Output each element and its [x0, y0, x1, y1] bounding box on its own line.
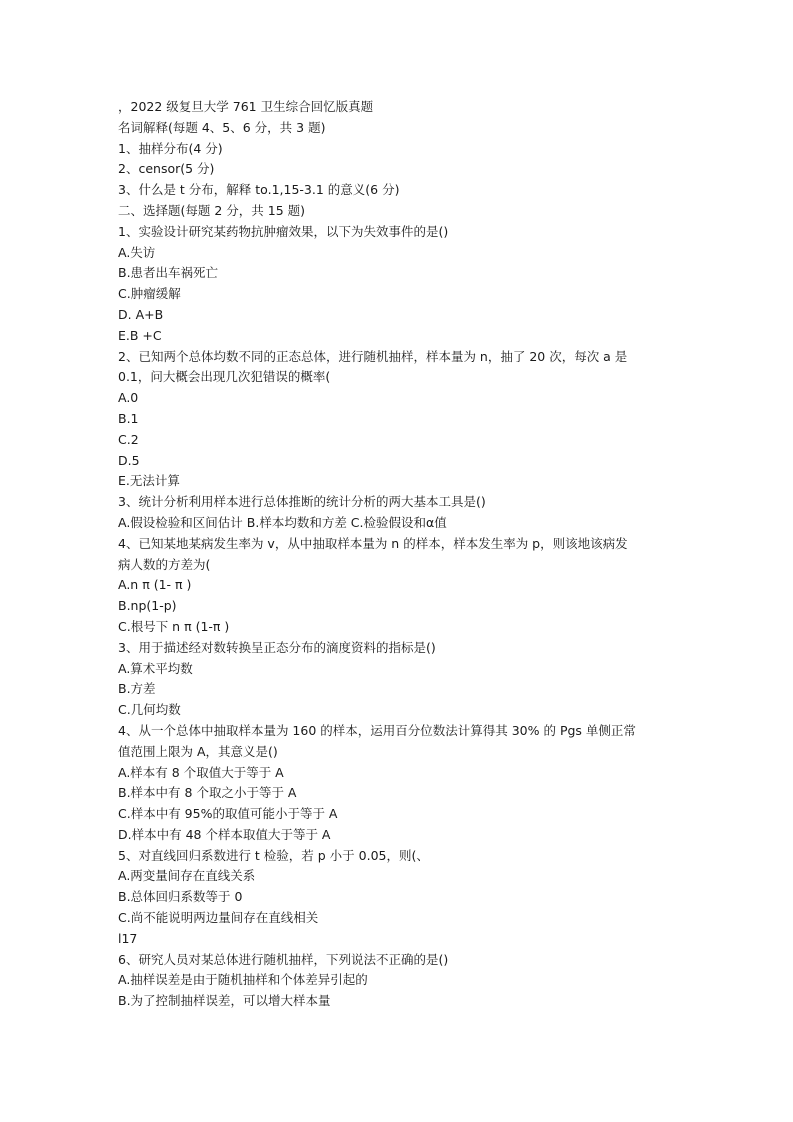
text-line: B.患者出车祸死亡 — [118, 265, 219, 281]
text-line: A.假设检验和区间估计 B.样本均数和方差 C.检验假设和α值 — [118, 514, 447, 530]
text-line: C.根号下 n π (1-π ) — [118, 618, 230, 634]
text-line: l17 — [118, 930, 138, 946]
document-body — [118, 97, 678, 1012]
text-line: A.0 — [118, 390, 139, 406]
text-line: E.B +C — [118, 327, 162, 343]
text-line: D. A+B — [118, 306, 164, 322]
text-line: D.5 — [118, 452, 140, 468]
text-line: 二、选择题(每题 2 分，共 15 题) — [118, 202, 306, 218]
text-line: A.两变量间存在直线关系 — [118, 868, 256, 884]
text-line: 3、用于描述经对数转换呈正态分布的滴度资料的指标是() — [118, 639, 436, 655]
text-line: 4、已知某地某病发生率为 v，从中抽取样本量为 n 的样本，样本发生率为 p，则该地该病发 — [118, 535, 628, 551]
text-line: 2、censor(5 分) — [118, 161, 215, 177]
text-line: C.几何均数 — [118, 702, 181, 718]
text-line: B.为了控制抽样误差，可以增大样本量 — [118, 993, 331, 1009]
text-line: ，2022 级复旦大学 761 卫生综合回忆版真题 — [118, 99, 374, 114]
text-line: 4、从一个总体中抽取样本量为 160 的样本，运用百分位数法计算得其 30% 的 Pgs 单侧正常 — [118, 722, 636, 738]
text-line: B.1 — [118, 410, 139, 426]
text-line: 0.1，问大概会出现几次犯错误的概率( — [118, 369, 331, 385]
text-line: 1、实验设计研究某药物抗肿瘤效果，以下为失效事件的是() — [118, 223, 449, 239]
text-line: 值范围上限为 A，其意义是() — [118, 743, 278, 759]
text-line: 1、抽样分布(4 分) — [118, 140, 223, 156]
text-line: C.样本中有 95%的取值可能小于等于 A — [118, 806, 338, 822]
text-line: E.无法计算 — [118, 473, 180, 489]
text-line: A.算术平均数 — [118, 660, 193, 676]
text-line: C.肿瘤缓解 — [118, 286, 181, 302]
text-line: 病人数的方差为( — [118, 556, 211, 572]
text-line: A.抽样误差是由于随机抽样和个体差异引起的 — [118, 972, 368, 988]
text-line: C.尚不能说明两边量间存在直线相关 — [118, 910, 319, 926]
text-line: B.np(1-p) — [118, 598, 177, 614]
text-line: 3、什么是 t 分布，解释 to.1,15-3.1 的意义(6 分) — [118, 182, 400, 198]
text-line: C.2 — [118, 431, 139, 447]
text-line: B.方差 — [118, 681, 156, 697]
text-line: B.样本中有 8 个取之小于等于 A — [118, 785, 297, 801]
text-line: 5、对直线回归系数进行 t 检验，若 p 小于 0.05，则(、 — [118, 847, 429, 863]
text-line: 3、统计分析利用样本进行总体推断的统计分析的两大基本工具是() — [118, 494, 486, 510]
text-line: A.失访 — [118, 244, 156, 260]
text-line: 6、研究人员对某总体进行随机抽样，下列说法不正确的是() — [118, 951, 449, 967]
text-line: D.样本中有 48 个样本取值大于等于 A — [118, 826, 331, 842]
text-line: A.n π (1- π ) — [118, 577, 192, 593]
text-line: B.总体回归系数等于 0 — [118, 889, 243, 905]
text-line: A.样本有 8 个取值大于等于 A — [118, 764, 284, 780]
text-line: 名词解释(每题 4、5、6 分，共 3 题) — [118, 119, 326, 135]
text-line: 2、已知两个总体均数不同的正态总体，进行随机抽样，样本量为 n，抽了 20 次，每次 a 是 — [118, 348, 628, 364]
